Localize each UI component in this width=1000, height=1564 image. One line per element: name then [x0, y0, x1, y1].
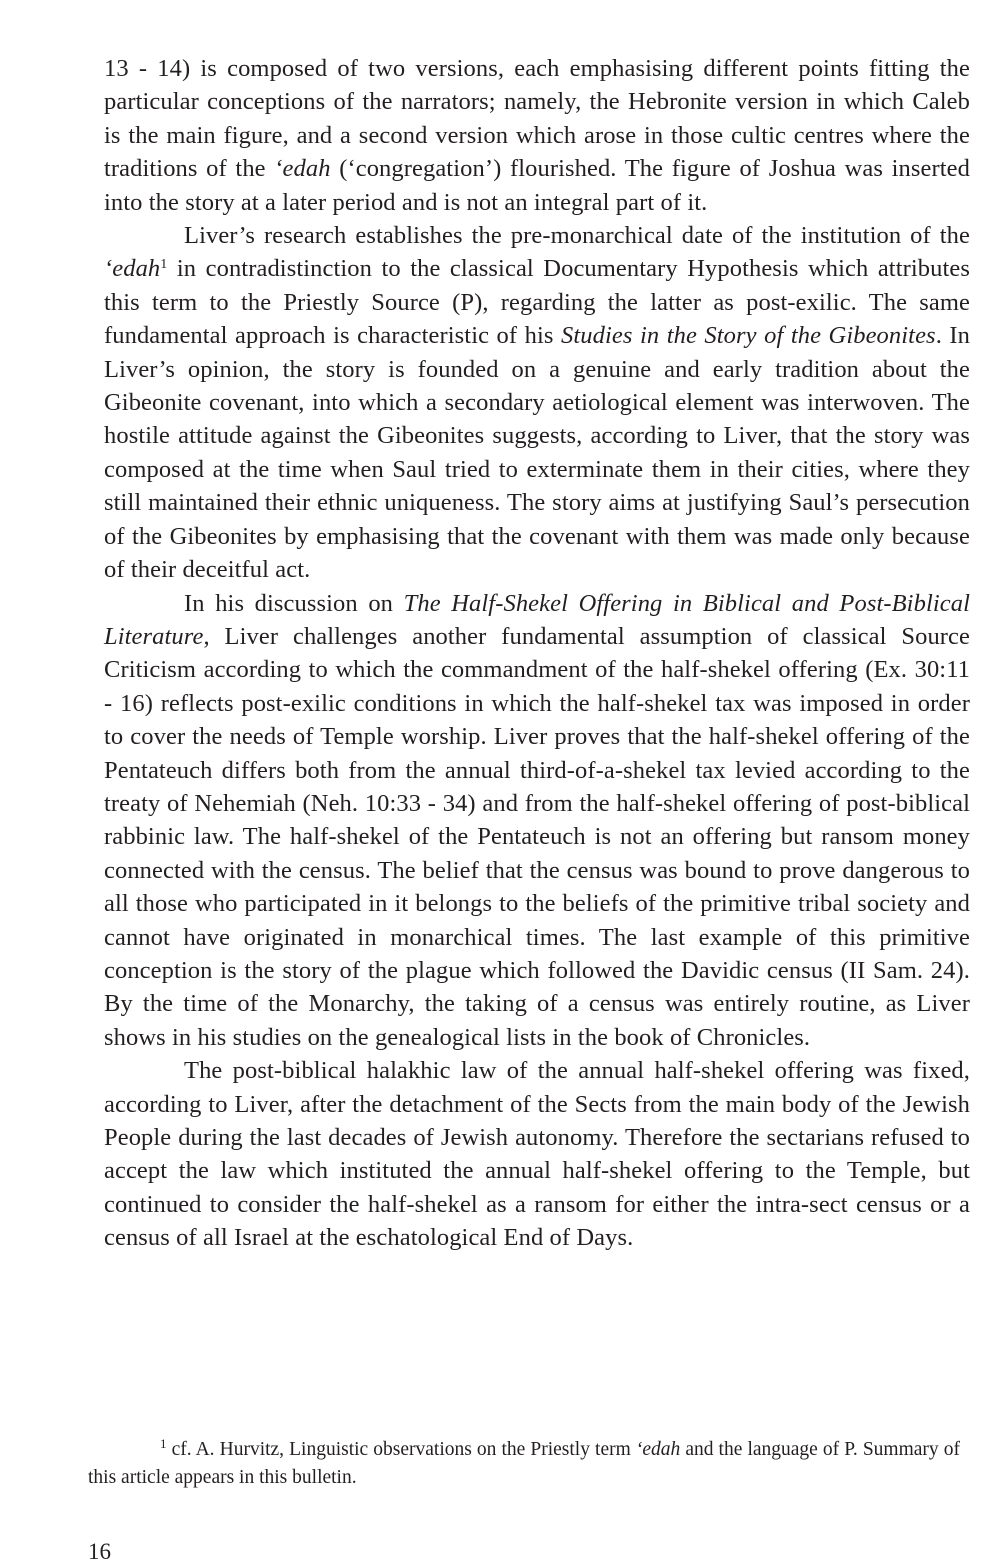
paragraph-2	[104, 219, 970, 586]
text-run: The post-biblical halakhic law of the annual half-shekel offering was fixed, according to Liver, after the detachment of the Sects from the main body of the Jewish People during the last decades of Jewish autonomy. Therefore the sectarians refused to accept the law which instituted the annual half-shekel offering to the Temple, but continued to consider the half-shekel as a ransom for either the intra-sect census or a census of all Israel at the eschatological End of Days.	[104, 1057, 970, 1252]
paragraph-4	[104, 1054, 970, 1254]
body-text	[104, 52, 970, 1255]
italic-text: ‘edah	[104, 255, 161, 283]
paragraph-3	[104, 587, 970, 1055]
footnote	[88, 1436, 960, 1492]
italic-text: Studies in the Story of the Gibeonites	[561, 322, 936, 350]
text-run: . In Liver’s opinion, the story is founded on a genuine and early tradition about the Gibeonite covenant, into which a secondary aetiological element was interwoven. The hostile attitude against the Gibeonites suggests, according to Liver, that the story was composed at the time when Saul tried to exterminate them in their cities, where they still maintained their ethnic uniqueness. The story aims at justifying Saul’s persecution of the Gibeonites by emphasising that the covenant with them was made only because of their deceitful act.	[104, 322, 970, 584]
text-run: In his discussion on	[184, 589, 404, 617]
text-run: , Liver challenges another fundamental assumption of classical Source Criticism according to which the commandment of the half-shekel offering (Ex. 30:11 - 16) reflects post-exilic conditions in which the half-shekel tax was imposed in order to cover the needs of Temple worship. Liver proves that the half-shekel offering of the Pentateuch differs both from the annual third-of-a-shekel tax levied according to the treaty of Nehemiah (Neh. 10:33 - 34) and from the half-shekel offering of post-biblical rabbinic law. The half-shekel of the Pentateuch is not an offering but ransom money connected with the census. The belief that the census was bound to prove dangerous to all those who participated in it belongs to the beliefs of the primitive tribal society and cannot have originated in monarchical times. The last example of this primitive conception is the story of the plague which followed the Davidic census (II Sam. 24). By the time of the Monarchy, the taking of a census was entirely routine, as Liver shows in his studies on the genealogical lists in the book of Chronicles.	[104, 622, 970, 1051]
text-run: cf. A. Hurvitz, Linguistic observations on the Priestly term	[166, 1439, 636, 1460]
page-number: 16	[88, 1539, 111, 1564]
footnote-marker: 1	[160, 1436, 167, 1451]
text-run: 13 - 14) is composed of two versions, each emphasising different points fitting the particular conceptions of the narrators; namely, the Hebronite version in which Caleb is the main figure, and a second version which arose in those cultic centres where the traditions of the	[104, 55, 970, 183]
italic-text: ‘edah	[635, 1439, 681, 1460]
text-run: Liver’s research establishes the pre-monarchical date of the institution of the	[184, 222, 970, 250]
text-run: and the language of P. Summary of this article appears in this bulletin.	[88, 1439, 960, 1488]
italic-text: The Half-Shekel Offering in Biblical and Post-Biblical Literature	[104, 589, 970, 650]
italic-text: ‘edah	[274, 155, 331, 183]
text-run: (‘congregation’) flourished. The figure of Joshua was inserted into the story at a later period and is not an integral part of it.	[104, 155, 971, 216]
footnote-marker: 1	[160, 257, 168, 273]
text-run: in contradistinction to the classical Documentary Hypothesis which attributes this term to the Priestly Source (P), regarding the latter as post-exilic. The same fundamental approach is characteristic of his	[104, 255, 970, 350]
paragraph-1	[104, 52, 970, 219]
